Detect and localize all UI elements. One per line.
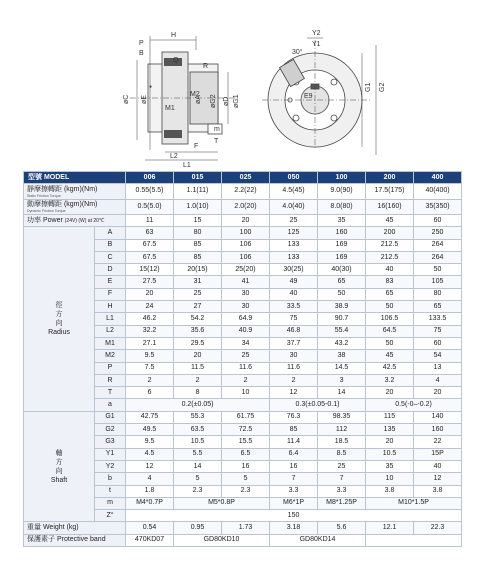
table-cell: 42.5 xyxy=(366,362,414,374)
table-cell: 11.6 xyxy=(222,362,270,374)
table-cell: 5.6 xyxy=(318,522,366,534)
table-cell: 10.5 xyxy=(366,448,414,460)
param-label: t xyxy=(95,485,126,497)
table-cell: 65 xyxy=(366,288,414,300)
param-label: a xyxy=(95,399,126,411)
table-cell: 14 xyxy=(318,387,366,399)
label-dot: ● xyxy=(149,84,153,90)
label-D: øD xyxy=(223,96,230,106)
table-cell: 50 xyxy=(366,301,414,313)
table-cell: 22 xyxy=(414,436,462,448)
table-cell: 63.5 xyxy=(174,424,222,436)
table-cell: 24 xyxy=(126,301,174,313)
table-cell: 55.4 xyxy=(318,325,366,337)
protect-label xyxy=(24,534,126,546)
table-cell: 30 xyxy=(222,301,270,313)
table-cell: 40 xyxy=(366,264,414,276)
power-cn: 功率 xyxy=(27,216,41,224)
table-cell: 54.2 xyxy=(174,313,222,325)
table-cell: 9.5 xyxy=(126,436,174,448)
table-cell: 46.2 xyxy=(126,313,174,325)
param-label: A xyxy=(95,227,126,239)
table-cell: 7.5 xyxy=(126,362,174,374)
table-cell: 1.0(10) xyxy=(174,199,222,215)
table-cell: 6.4 xyxy=(270,448,318,460)
table-cell: 64.5 xyxy=(366,325,414,337)
model-header-row xyxy=(24,172,462,184)
table-cell: 64.9 xyxy=(222,313,270,325)
weight-label xyxy=(24,522,126,534)
table-cell: 35(350) xyxy=(414,199,462,215)
table-cell: 0.2(±0.05) xyxy=(126,399,270,411)
power-en: Power xyxy=(42,216,63,224)
table-cell: 2 xyxy=(174,374,222,386)
table-cell: 98.35 xyxy=(318,411,366,423)
table-cell: 3.8 xyxy=(414,485,462,497)
table-cell: 11.5 xyxy=(174,362,222,374)
table-cell: 169 xyxy=(318,239,366,251)
table-cell: 6.5 xyxy=(222,448,270,460)
table-cell: 35 xyxy=(318,215,366,227)
dynamic-torque-unit: (kgm)(Nm) xyxy=(63,201,98,209)
table-cell: 160 xyxy=(414,424,462,436)
table-cell: 83 xyxy=(366,276,414,288)
table-cell: M10*1.5P xyxy=(366,497,462,509)
shaft-group-label xyxy=(24,411,95,522)
table-cell: 11 xyxy=(126,215,174,227)
table-cell: 4.5(45) xyxy=(270,184,318,200)
table-cell: 65 xyxy=(414,301,462,313)
table-cell: 0.55(5.5) xyxy=(126,184,174,200)
table-cell: 169 xyxy=(318,251,366,263)
table-cell: M8*1.25P xyxy=(318,497,366,509)
label-L1: L1 xyxy=(183,162,191,168)
static-torque-cn: 靜摩擦轉距 xyxy=(27,185,62,193)
table-cell: 60 xyxy=(414,337,462,349)
table-cell: 2 xyxy=(126,374,174,386)
table-cell: 1.8 xyxy=(126,485,174,497)
table-cell: 72.5 xyxy=(222,424,270,436)
param-label: T xyxy=(95,387,126,399)
param-label: E xyxy=(95,276,126,288)
label-B: B xyxy=(139,50,144,57)
param-label: C xyxy=(95,251,126,263)
table-cell: 15 xyxy=(174,215,222,227)
table-cell: 75 xyxy=(414,325,462,337)
table-cell: 76.3 xyxy=(270,411,318,423)
table-cell: 38.9 xyxy=(318,301,366,313)
table-cell: 25 xyxy=(222,350,270,362)
table-cell: 67.5 xyxy=(126,251,174,263)
table-cell: 25(20) xyxy=(222,264,270,276)
table-cell: 100 xyxy=(222,227,270,239)
param-label: H xyxy=(95,301,126,313)
model-400: 400 xyxy=(414,172,462,184)
table-cell: 20 xyxy=(366,387,414,399)
table-cell: 2.0(20) xyxy=(222,199,270,215)
table-cell: 38 xyxy=(318,350,366,362)
table-cell: 1.1(11) xyxy=(174,184,222,200)
table-cell: 135 xyxy=(366,424,414,436)
table-cell: 63 xyxy=(126,227,174,239)
table-cell: 250 xyxy=(414,227,462,239)
table-cell: 264 xyxy=(414,251,462,263)
table-cell: 2.2(22) xyxy=(222,184,270,200)
label-m: m xyxy=(214,126,220,133)
model-200: 200 xyxy=(366,172,414,184)
table-cell: 27.5 xyxy=(126,276,174,288)
table-cell: 0.5(5.0) xyxy=(126,199,174,215)
table-cell: 10 xyxy=(366,473,414,485)
label-Y2: Y2 xyxy=(312,30,321,37)
table-cell: 4.5 xyxy=(126,448,174,460)
radius-group-label xyxy=(24,227,95,411)
param-label: D xyxy=(95,264,126,276)
table-cell: 20(15) xyxy=(174,264,222,276)
table-cell: 50 xyxy=(366,337,414,349)
table-cell: 8 xyxy=(174,387,222,399)
table-cell: 25 xyxy=(174,288,222,300)
protect-en: Protective band xyxy=(56,536,106,544)
table-cell: 35 xyxy=(366,460,414,472)
table-cell: 200 xyxy=(366,227,414,239)
table-cell: 4 xyxy=(126,473,174,485)
table-cell: 15(12) xyxy=(126,264,174,276)
table-cell: 0.54 xyxy=(126,522,174,534)
label-E: øE xyxy=(141,95,148,104)
table-cell: 25 xyxy=(318,460,366,472)
param-label: F xyxy=(95,288,126,300)
model-100: 100 xyxy=(318,172,366,184)
shaft-group-en: Shaft xyxy=(50,476,68,484)
param-label: R xyxy=(95,374,126,386)
table-cell: 75 xyxy=(270,313,318,325)
table-cell: 80 xyxy=(414,288,462,300)
table-cell: 13 xyxy=(414,362,462,374)
table-cell: 3.8 xyxy=(366,485,414,497)
table-cell: 212.5 xyxy=(366,239,414,251)
table-cell: 470KD07 xyxy=(126,534,174,546)
table-cell: 27.1 xyxy=(126,337,174,349)
radius-group-en: Radius xyxy=(48,329,70,337)
static-torque-row xyxy=(24,184,462,200)
model-006: 006 xyxy=(126,172,174,184)
param-label: m xyxy=(95,497,126,509)
table-cell: 16 xyxy=(222,460,270,472)
table-cell: 12.1 xyxy=(366,522,414,534)
static-torque-unit: (kgm)(Nm) xyxy=(63,185,98,193)
front-view xyxy=(262,38,376,155)
table-cell: 45 xyxy=(366,350,414,362)
table-cell: 2 xyxy=(222,374,270,386)
label-H: H xyxy=(171,32,177,39)
table-cell: 46.8 xyxy=(270,325,318,337)
table-cell: 33.5 xyxy=(270,301,318,313)
table-cell: 49 xyxy=(270,276,318,288)
table-cell: M6*1P xyxy=(270,497,318,509)
table-cell: 27 xyxy=(174,301,222,313)
table-cell: 50 xyxy=(414,264,462,276)
table-cell: 264 xyxy=(414,239,462,251)
table-cell: M5*0.8P xyxy=(174,497,270,509)
table-cell: 11.4 xyxy=(270,436,318,448)
table-cell: 1.73 xyxy=(222,522,270,534)
table-cell: 3.3 xyxy=(318,485,366,497)
table-cell: 18.5 xyxy=(318,436,366,448)
table-cell: GD80KD10 xyxy=(174,534,270,546)
table-cell: 112 xyxy=(318,424,366,436)
table-cell: 3.18 xyxy=(270,522,318,534)
table-cell: 15.5 xyxy=(222,436,270,448)
table-cell: 20 xyxy=(174,350,222,362)
table-row xyxy=(24,227,462,239)
table-cell: 106.5 xyxy=(366,313,414,325)
table-cell: 40(30) xyxy=(318,264,366,276)
table-cell: 54 xyxy=(414,350,462,362)
table-cell: 32.2 xyxy=(126,325,174,337)
param-label: Y1 xyxy=(95,448,126,460)
table-cell: M4*0.7P xyxy=(126,497,174,509)
table-cell: 20 xyxy=(414,387,462,399)
label-A: øA xyxy=(195,95,202,104)
label-front-G1: G1 xyxy=(365,82,372,92)
table-cell: 55.3 xyxy=(174,411,222,423)
table-cell: 9.5 xyxy=(126,350,174,362)
table-cell: 133 xyxy=(270,239,318,251)
table-cell: 29.5 xyxy=(174,337,222,349)
table-cell: 85 xyxy=(174,239,222,251)
table-row xyxy=(24,411,462,423)
table-cell: 17.5(175) xyxy=(366,184,414,200)
table-cell: 160 xyxy=(318,227,366,239)
static-torque-en: Static Friction Torque xyxy=(27,193,61,198)
table-cell: 85 xyxy=(174,251,222,263)
model-header-label: 型號 MODEL xyxy=(24,172,126,184)
label-G2: øG2 xyxy=(210,94,217,108)
table-cell: 60 xyxy=(414,215,462,227)
table-cell: 31 xyxy=(174,276,222,288)
label-Q: Q xyxy=(173,57,179,64)
table-cell: 115 xyxy=(366,411,414,423)
param-label: L1 xyxy=(95,313,126,325)
table-cell: 4.0(40) xyxy=(270,199,318,215)
table-cell: GD80KD14 xyxy=(270,534,366,546)
shaft-group-cn: 軸方向 xyxy=(55,449,63,475)
power-label xyxy=(24,215,126,227)
param-label: M1 xyxy=(95,337,126,349)
table-cell: 8.5 xyxy=(318,448,366,460)
label-M2: M2 xyxy=(190,91,200,98)
table-cell: 3.3 xyxy=(270,485,318,497)
table-cell: 90.7 xyxy=(318,313,366,325)
model-025: 025 xyxy=(222,172,270,184)
model-050: 050 xyxy=(270,172,318,184)
table-cell: 25 xyxy=(270,215,318,227)
model-015: 015 xyxy=(174,172,222,184)
param-label: G3 xyxy=(95,436,126,448)
weight-en: Weight xyxy=(42,524,65,532)
radius-group-cn: 徑方向 xyxy=(55,302,63,328)
table-cell: 105 xyxy=(414,276,462,288)
table-cell: 4 xyxy=(414,374,462,386)
table-cell: 35.6 xyxy=(174,325,222,337)
label-R: R xyxy=(203,63,209,70)
table-cell: 40 xyxy=(270,288,318,300)
weight-cn: 重量 xyxy=(27,524,41,532)
dynamic-torque-en: Dynamic Friction Torque xyxy=(27,209,66,214)
table-cell: 12 xyxy=(270,387,318,399)
table-cell: 212.5 xyxy=(366,251,414,263)
table-cell: 125 xyxy=(270,227,318,239)
table-cell: 80 xyxy=(174,227,222,239)
label-T: T xyxy=(214,138,219,145)
table-cell: 9.0(90) xyxy=(318,184,366,200)
table-cell: 0.5(-0–-0.2) xyxy=(366,399,462,411)
label-Y1: Y1 xyxy=(312,41,321,48)
table-cell: 41 xyxy=(222,276,270,288)
weight-row xyxy=(24,522,462,534)
table-cell: 133.5 xyxy=(414,313,462,325)
table-cell: 140 xyxy=(414,411,462,423)
table-cell: 106 xyxy=(222,239,270,251)
table-cell: 42.75 xyxy=(126,411,174,423)
table-cell: 11.6 xyxy=(270,362,318,374)
param-label: G2 xyxy=(95,424,126,436)
label-Z: 30° xyxy=(292,49,303,56)
table-cell: 12 xyxy=(126,460,174,472)
table-cell: 40(400) xyxy=(414,184,462,200)
table-cell: 85 xyxy=(270,424,318,436)
param-label: P xyxy=(95,362,126,374)
table-cell: 10.5 xyxy=(174,436,222,448)
label-E9: E9 xyxy=(304,93,313,100)
protect-cn: 保護素子 xyxy=(27,536,55,544)
table-cell: 2.3 xyxy=(222,485,270,497)
table-cell: 34 xyxy=(222,337,270,349)
table-cell: 0.95 xyxy=(174,522,222,534)
table-cell: 3.2 xyxy=(366,374,414,386)
table-cell: 65 xyxy=(318,276,366,288)
protect-row xyxy=(24,534,462,546)
param-label: L2 xyxy=(95,325,126,337)
param-label: B xyxy=(95,239,126,251)
table-cell: 61.75 xyxy=(222,411,270,423)
param-label: Z° xyxy=(95,510,126,522)
table-cell: 8.0(80) xyxy=(318,199,366,215)
table-cell: 45 xyxy=(366,215,414,227)
table-cell: 0.3(±0.05-0.1) xyxy=(270,399,366,411)
table-cell: 133 xyxy=(270,251,318,263)
table-cell: 6 xyxy=(126,387,174,399)
table-cell: 22.3 xyxy=(414,522,462,534)
table-cell: 30 xyxy=(270,350,318,362)
label-G1: øG1 xyxy=(233,94,240,108)
table-cell: 5.5 xyxy=(174,448,222,460)
param-label: Y2 xyxy=(95,460,126,472)
table-cell: 5 xyxy=(174,473,222,485)
table-cell: 2 xyxy=(270,374,318,386)
static-torque-label xyxy=(24,184,126,200)
param-label: b xyxy=(95,473,126,485)
power-note: (24V) (W) at 20℃ xyxy=(64,217,105,224)
table-cell: 43.2 xyxy=(318,337,366,349)
table-cell: 10 xyxy=(222,387,270,399)
table-cell: 106 xyxy=(222,251,270,263)
table-cell: 49.5 xyxy=(126,424,174,436)
label-P: P xyxy=(139,40,144,47)
label-C: øC xyxy=(123,94,130,104)
table-cell: 16(160) xyxy=(366,199,414,215)
label-M1: M1 xyxy=(165,105,175,112)
table-cell: 2.3 xyxy=(174,485,222,497)
table-cell: 30(25) xyxy=(270,264,318,276)
table-cell: 7 xyxy=(270,473,318,485)
param-label: M2 xyxy=(95,350,126,362)
weight-unit: (kg) xyxy=(66,524,79,532)
table-cell: 20 xyxy=(222,215,270,227)
table-cell: 40.9 xyxy=(222,325,270,337)
table-cell: 20 xyxy=(126,288,174,300)
table-cell: 15P xyxy=(414,448,462,460)
table-cell: 7 xyxy=(318,473,366,485)
label-L2: L2 xyxy=(170,153,178,160)
table-cell: 37.7 xyxy=(270,337,318,349)
table-cell: 67.5 xyxy=(126,239,174,251)
power-row xyxy=(24,215,462,227)
dynamic-torque-label xyxy=(24,199,126,215)
table-cell: 50 xyxy=(318,288,366,300)
table-cell: 5 xyxy=(222,473,270,485)
technical-drawing xyxy=(0,0,480,168)
table-cell: 3 xyxy=(318,374,366,386)
table-cell: 20 xyxy=(366,436,414,448)
dynamic-torque-row xyxy=(24,199,462,215)
spec-table xyxy=(23,171,462,547)
table-cell: 12 xyxy=(414,473,462,485)
table-cell: 14 xyxy=(174,460,222,472)
dynamic-torque-cn: 動摩擦轉距 xyxy=(27,201,62,209)
table-cell: 40 xyxy=(414,460,462,472)
label-front-G2: G2 xyxy=(379,82,386,92)
table-cell: 150 xyxy=(126,510,462,522)
label-F: F xyxy=(194,143,199,150)
param-label: G1 xyxy=(95,411,126,423)
table-cell: 30 xyxy=(222,288,270,300)
table-cell: 14.5 xyxy=(318,362,366,374)
table-cell: 16 xyxy=(270,460,318,472)
table-cell xyxy=(366,534,462,546)
